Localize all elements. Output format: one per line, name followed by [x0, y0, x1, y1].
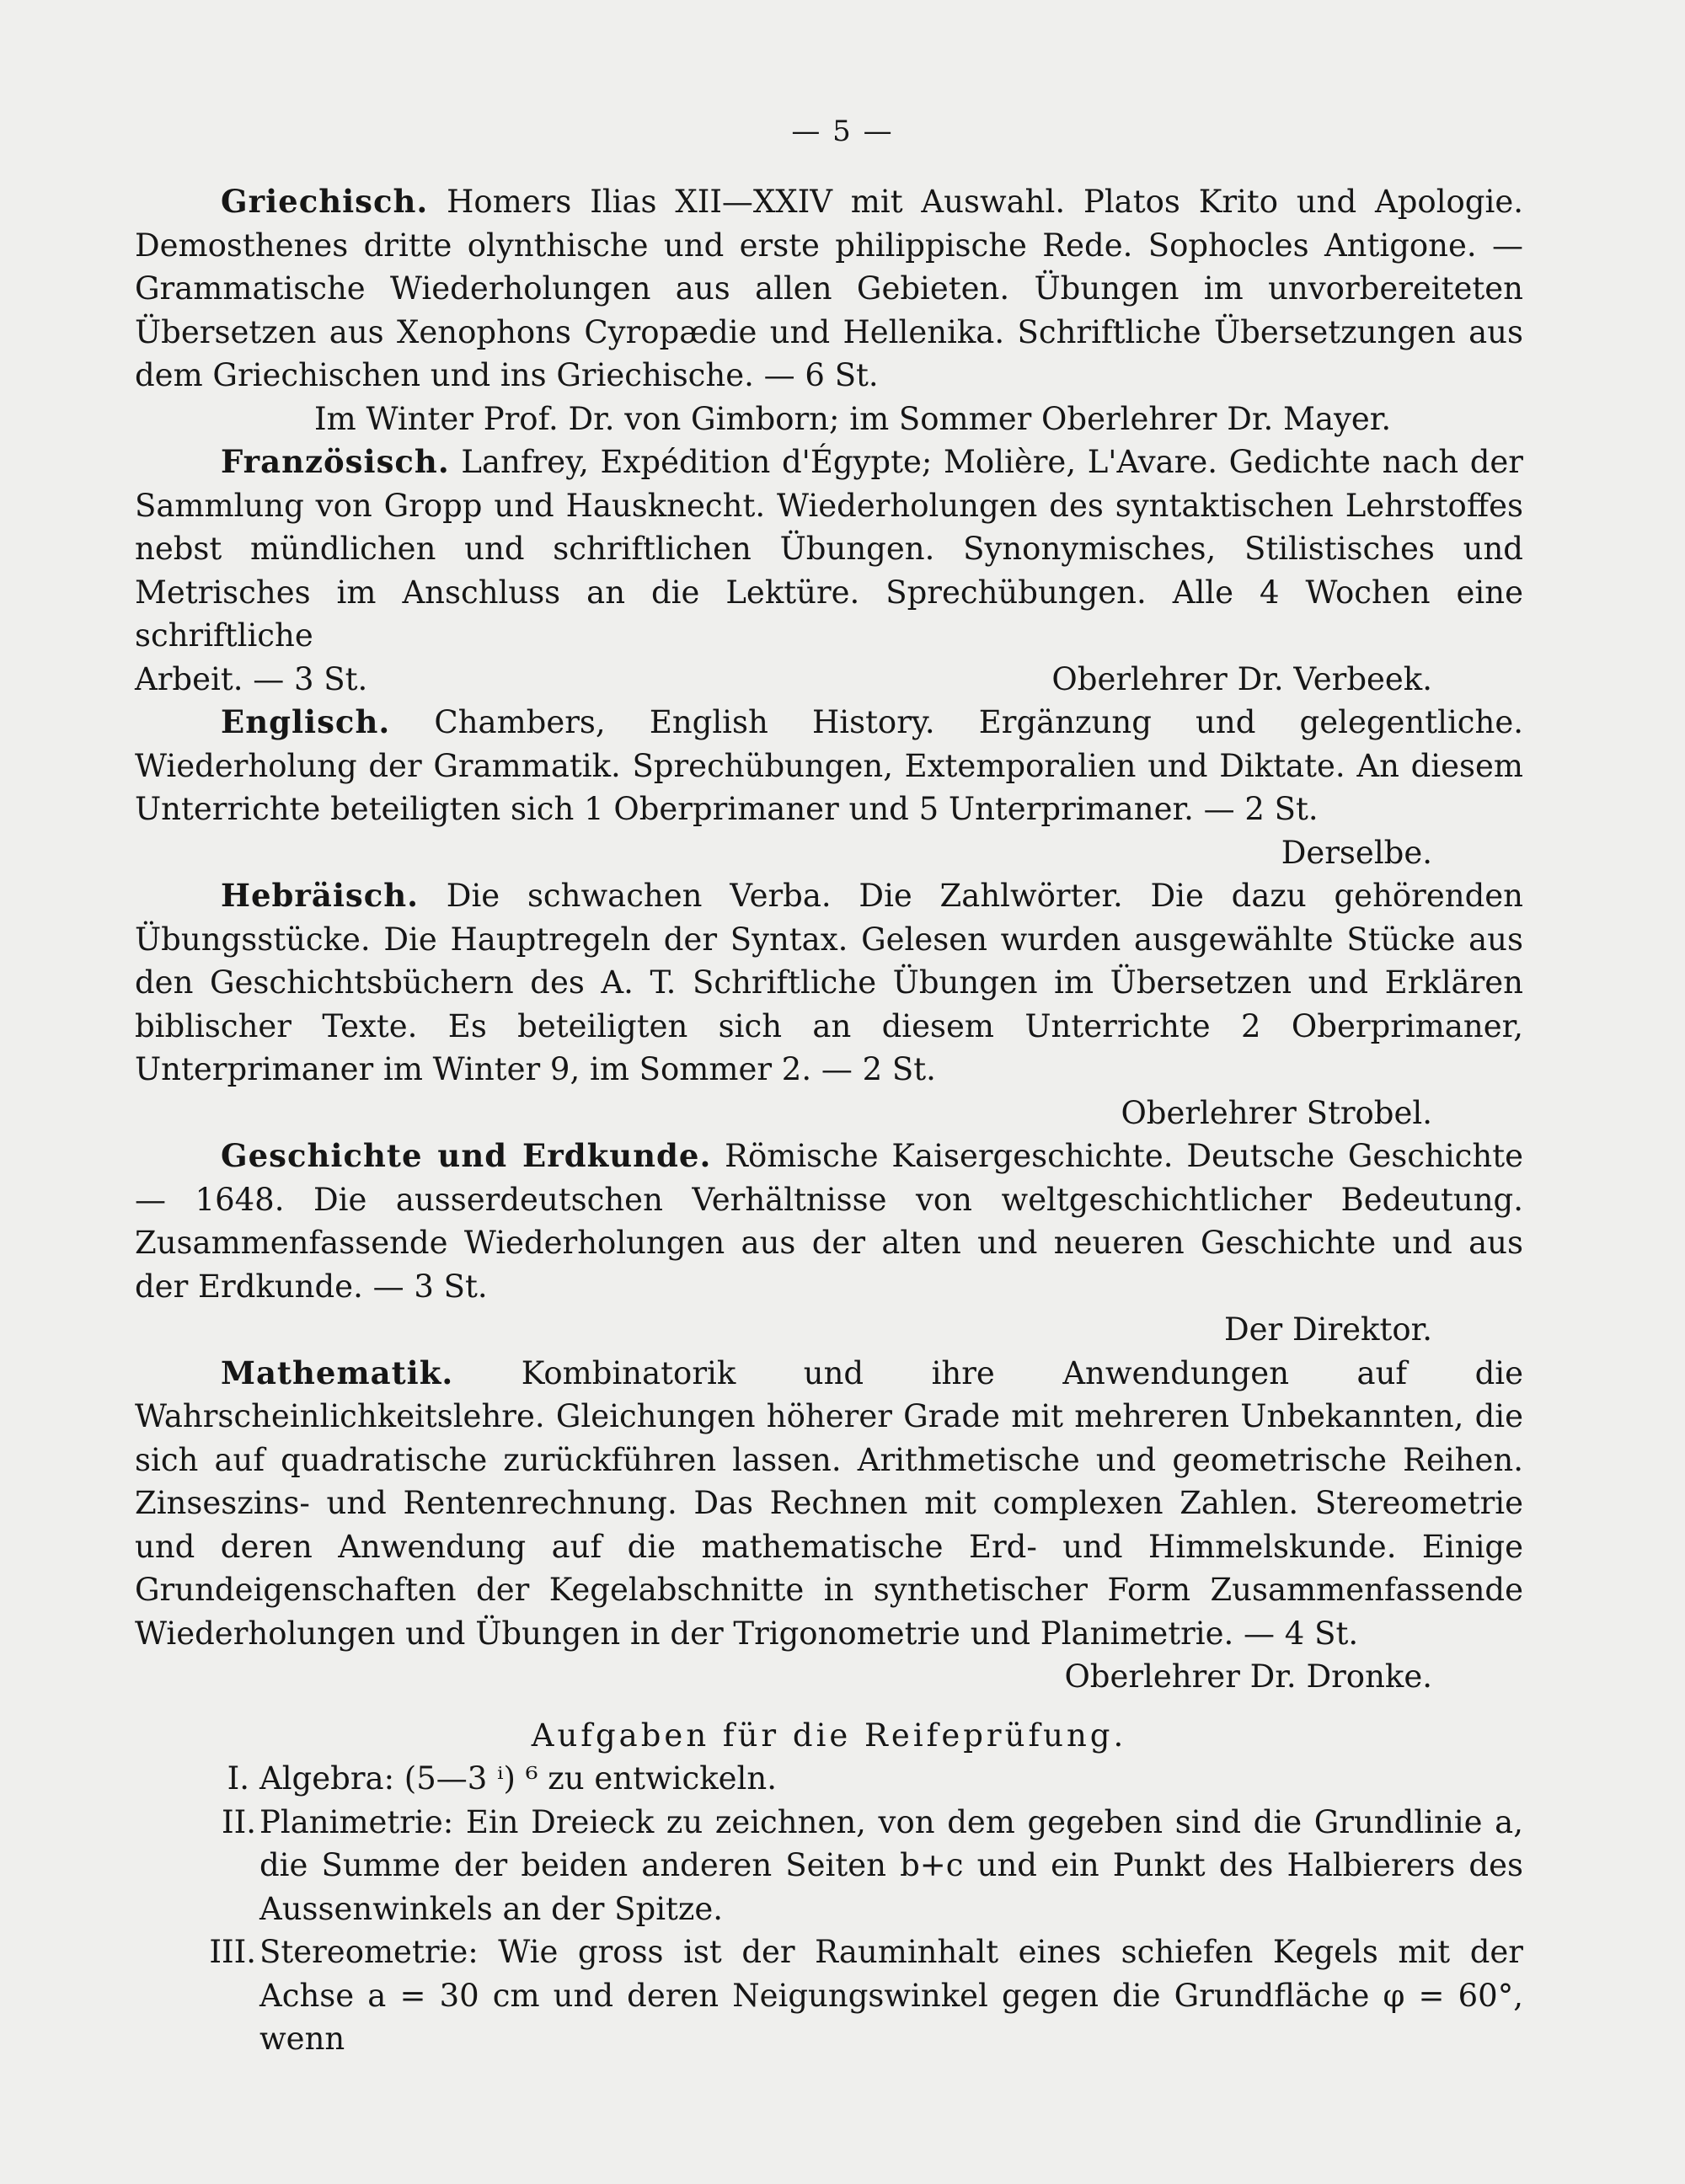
section-text: Homers Ilias XII—XXIV mit Auswahl. Platos Krito und Apologie. Demosthenes dritte olynthische und erste philippische Rede. Sophocles Antigone. — Grammatische Wiederholungen aus allen Gebieten. Übungen im unvorbereiteten Übersetzen aus Xenophons Cyropædie und Hellenika. Schriftliche Übersetzungen aus dem Griechischen und ins Griechische. — 6 St.	[135, 184, 1523, 393]
section-text: Lanfrey, Expédition d'Égypte; Molière, L'Avare. Gedichte nach der Sammlung von Gropp und Hausknecht. Wiederholungen des syntaktischen Lehrstoffes nebst mündlichen und schriftlichen Übungen. Synonymisches, Stilistisches und Metrisches im Anschluss an die Lektüre. Sprechübungen. Alle 4 Wochen eine schriftliche	[135, 444, 1523, 654]
exam-task	[135, 1757, 1523, 1801]
teacher-line: Derselbe.	[1281, 834, 1432, 871]
page-number: — 5 —	[791, 115, 894, 148]
task-number: III.	[209, 1934, 256, 1970]
task-number: I.	[227, 1760, 249, 1797]
section-heading: Geschichte und Erdkunde.	[221, 1137, 712, 1174]
exam-title: Aufgaben für die Reifeprüfung.	[531, 1717, 1127, 1754]
section-last-line	[135, 658, 1523, 702]
exam-task	[135, 1801, 1523, 1931]
section-hebraeisch	[135, 874, 1523, 1092]
section-englisch	[135, 701, 1523, 831]
task-text: Algebra: (5—3 ⁱ) ⁶ zu entwickeln.	[259, 1760, 777, 1797]
section-franzoesisch	[135, 441, 1523, 658]
task-text: Planimetrie: Ein Dreieck zu zeichnen, von dem gegeben sind die Grundlinie a, die Summe der beiden anderen Seiten b+c und ein Punkt des Halbierers des Aussenwinkels an der Spitze.	[259, 1803, 1523, 1927]
section-text: Römische Kaisergeschichte. Deutsche Geschichte — 1648. Die ausserdeutschen Verhältnisse von weltgeschichtlicher Bedeutung. Zusammenfassende Wiederholungen aus der alten und neueren Geschichte und aus der Erdkunde. — 3 St.	[135, 1138, 1523, 1305]
document-body	[135, 180, 1523, 2061]
section-heading: Mathematik.	[221, 1354, 454, 1391]
section-heading: Griechisch.	[221, 183, 429, 220]
section-text-end: Arbeit. — 3 St.	[135, 660, 368, 697]
section-griechisch	[135, 180, 1523, 398]
section-heading: Französisch.	[221, 443, 450, 480]
teacher-line: Oberlehrer Dr. Verbeek.	[1051, 660, 1432, 697]
task-text: Stereometrie: Wie gross ist der Rauminhalt eines schiefen Kegels mit der Achse a = 30 cm und deren Neigungswinkel gegen die Grundfläche φ = 60°, wenn	[259, 1934, 1523, 2057]
section-geschichte	[135, 1135, 1523, 1308]
section-text: Kombinatorik und ihre Anwendungen auf die Wahrscheinlichkeitslehre. Gleichungen höherer Grade mit mehreren Unbekannten, die sich auf quadratische zurückführen lassen. Arithmetische und geometrische Reihen. Zinseszins- und Rentenrechnung. Das Rechnen mit complexen Zahlen. Stereometrie und deren Anwendung auf die mathematische Erd- und Himmelskunde. Einige Grundeigenschaften der Kegelabschnitte in synthetischer Form Zusammenfassende Wiederholungen und Übungen in der Trigonometrie und Planimetrie. — 4 St.	[135, 1354, 1523, 1652]
section-heading: Hebräisch.	[221, 877, 420, 914]
section-heading: Englisch.	[221, 703, 391, 740]
section-text: Die schwachen Verba. Die Zahlwörter. Die dazu gehörenden Übungsstücke. Die Hauptregeln der Syntax. Gelesen wurden ausgewählte Stücke aus den Geschichtsbüchern des A. T. Schriftliche Übungen im Übersetzen und Erklären biblischer Texte. Es beteiligten sich an diesem Unterrichte 2 Oberprimaner, Unterprimaner im Winter 9, im Sommer 2. — 2 St.	[135, 878, 1523, 1087]
section-text: Chambers, English History. Ergänzung und gelegentliche. Wiederholung der Grammatik. Sprechübungen, Extemporalien und Diktate. An diesem Unterrichte beteiligten sich 1 Oberprimaner und 5 Unterprimaner. — 2 St.	[135, 704, 1523, 827]
teacher-line: Der Direktor.	[1223, 1311, 1432, 1348]
task-number: II.	[222, 1803, 256, 1840]
exam-task	[135, 1930, 1523, 2061]
teacher-line: Oberlehrer Dr. Dronke.	[1064, 1658, 1432, 1695]
section-mathematik	[135, 1352, 1523, 1656]
teacher-line: Oberlehrer Strobel.	[1121, 1094, 1432, 1131]
teacher-line: Im Winter Prof. Dr. von Gimborn; im Sommer Oberlehrer Dr. Mayer.	[314, 400, 1392, 437]
